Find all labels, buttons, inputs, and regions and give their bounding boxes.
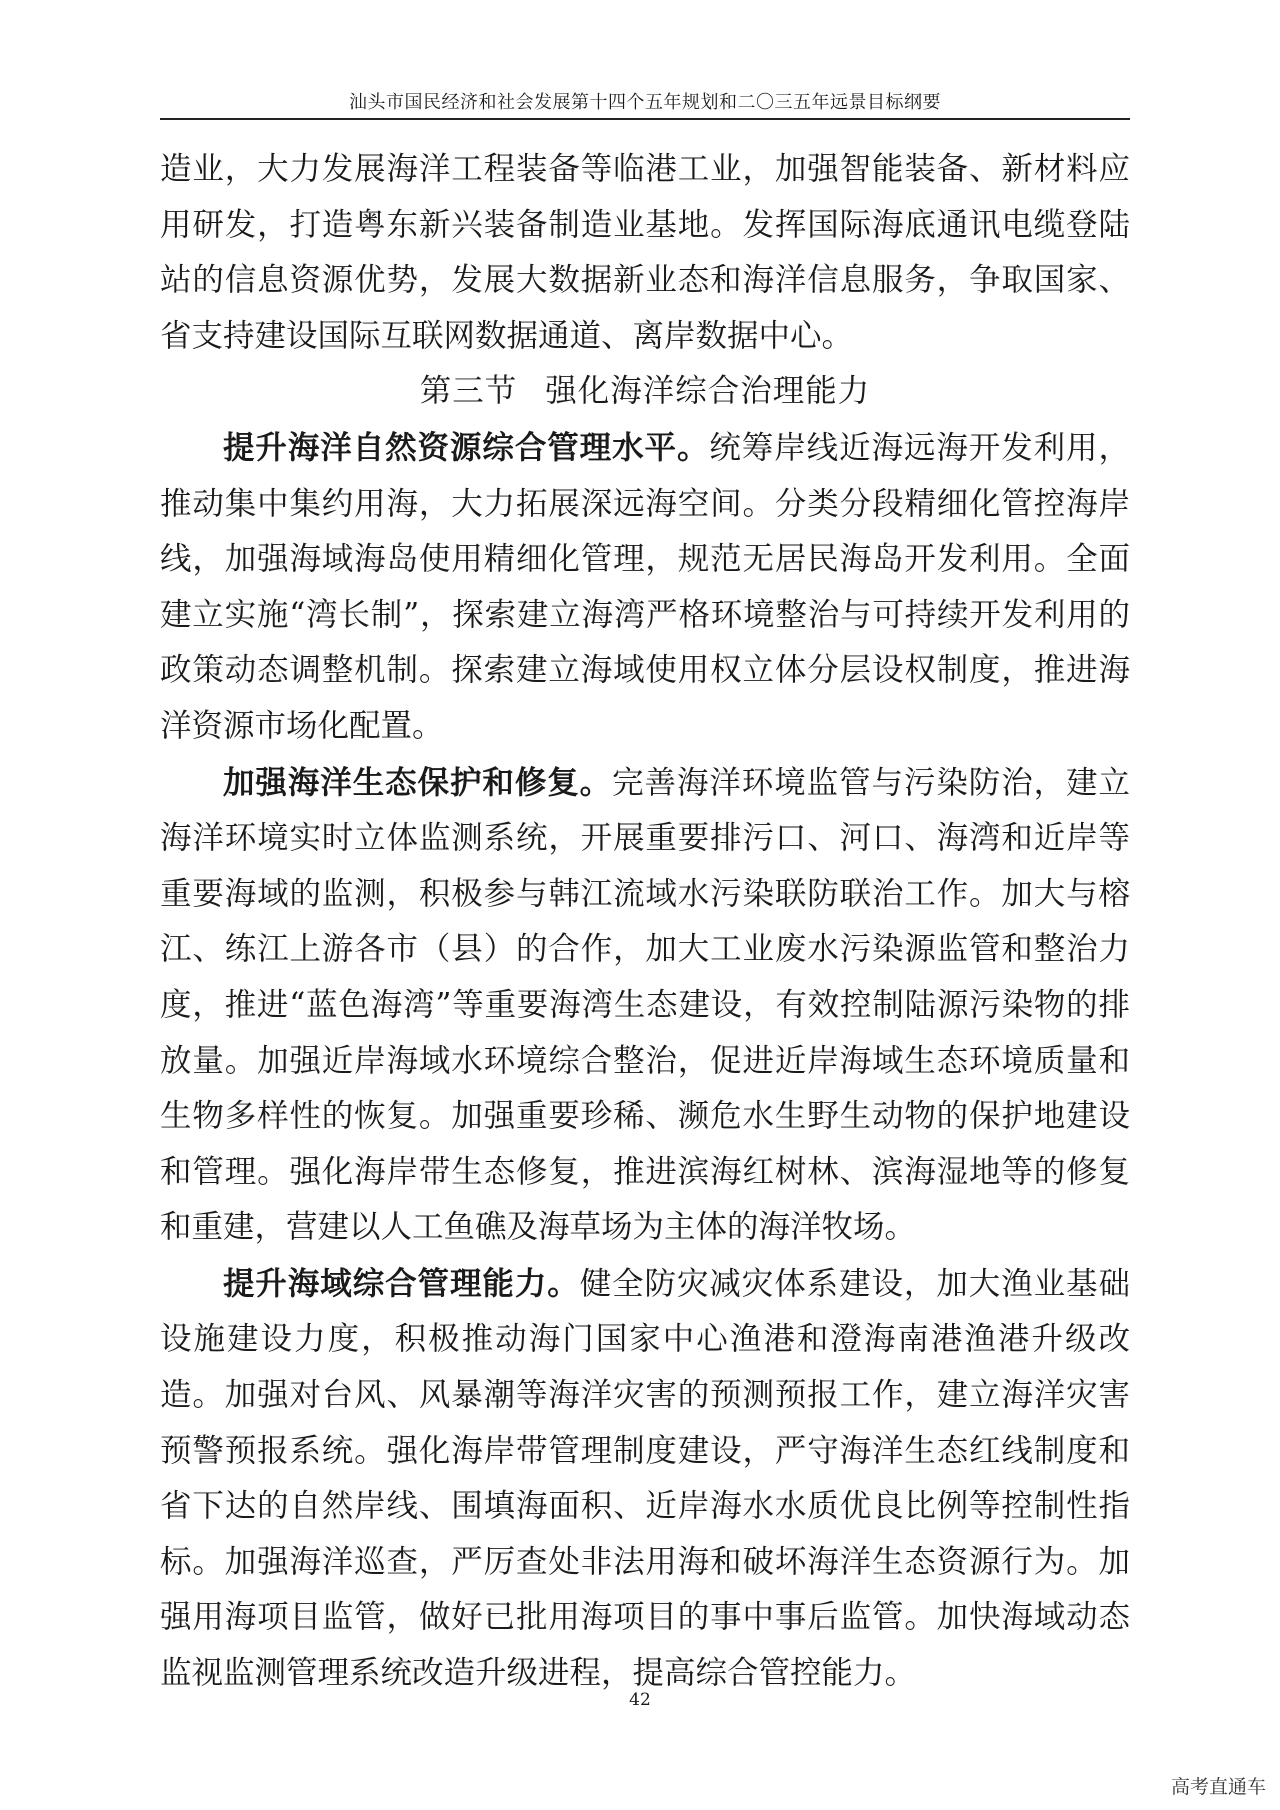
section-heading [160,364,1130,420]
section-title: 强化海洋综合治理能力 [545,373,871,410]
header-divider [160,118,1130,120]
document-body [160,142,1130,1702]
page-number: 42 [629,1690,651,1710]
paragraph-heading: 提升海洋自然资源综合管理水平。 [223,428,710,466]
paragraph-marine-resources [160,420,1130,755]
paragraph-text: 健全防灾减灾体系建设，加大渔业基础设施建设力度，积极推动海门国家中心渔港和澄海南港渔港升级改造。加强对台风、风暴潮等海洋灾害的预测预报工作，建立海洋灾害预警预报系统。强化海岸带管理制度建设，严守海洋生态红线制度和省下达的自然岸线、围填海面积、近岸海水水质优良比例等控制性指标。加强海洋巡查，严厉查处非法用海和破坏海洋生态资源行为。加强用海项目监管，做好已批用海项目的事中事后监管。加快海域动态监视监测管理系统改造升级进程，提高综合管控能力。 [160,1265,1130,1692]
running-header: 汕头市国民经济和社会发展第十四个五年规划和二〇三五年远景目标纲要 [349,92,941,113]
watermark: 高考直通车 [1170,1776,1266,1798]
paragraph-ecological-protection [160,755,1130,1256]
paragraph-heading: 加强海洋生态保护和修复。 [223,763,613,801]
paragraph-text: 统筹岸线近海远海开发利用，推动集中集约用海，大力拓展深远海空间。分类分段精细化管控海岸线，加强海域海岛使用精细化管理，规范无居民海岛开发利用。全面建立实施“湾长制”，探索建立海湾严格环境整治与可持续开发利用的政策动态调整机制。探索建立海域使用权立体分层设权制度，推进海洋资源市场化配置。 [160,429,1130,744]
paragraph-text: 完善海洋环境监管与污染防治，建立海洋环境实时立体监测系统，开展重要排污口、河口、海湾和近岸等重要海域的监测，积极参与韩江流域水污染联防联治工作。加大与榕江、练江上游各市（县）的合作，加大工业废水污染源监管和整治力度，推进“蓝色海湾”等重要海湾生态建设，有效控制陆源污染物的排放量。加强近岸海域水环境综合整治，促进近岸海域生态环境质量和生物多样性的恢复。加强重要珍稀、濒危水生野生动物的保护地建设和管理。强化海岸带生态修复，推进滨海红树林、滨海湿地等的修复和重建，营建以人工鱼礁及海草场为主体的海洋牧场。 [160,764,1130,1246]
paragraph-heading: 提升海域综合管理能力。 [223,1264,580,1302]
section-number: 第三节 [419,373,518,410]
opening-paragraph: 造业，大力发展海洋工程装备等临港工业，加强智能装备、新材料应用研发，打造粤东新兴装备制造业基地。发挥国际海底通讯电缆登陆站的信息资源优势，发展大数据新业态和海洋信息服务，争取国家、省支持建设国际互联网数据通道、离岸数据中心。 [160,151,1130,354]
paragraph-sea-area-management [160,1256,1130,1702]
